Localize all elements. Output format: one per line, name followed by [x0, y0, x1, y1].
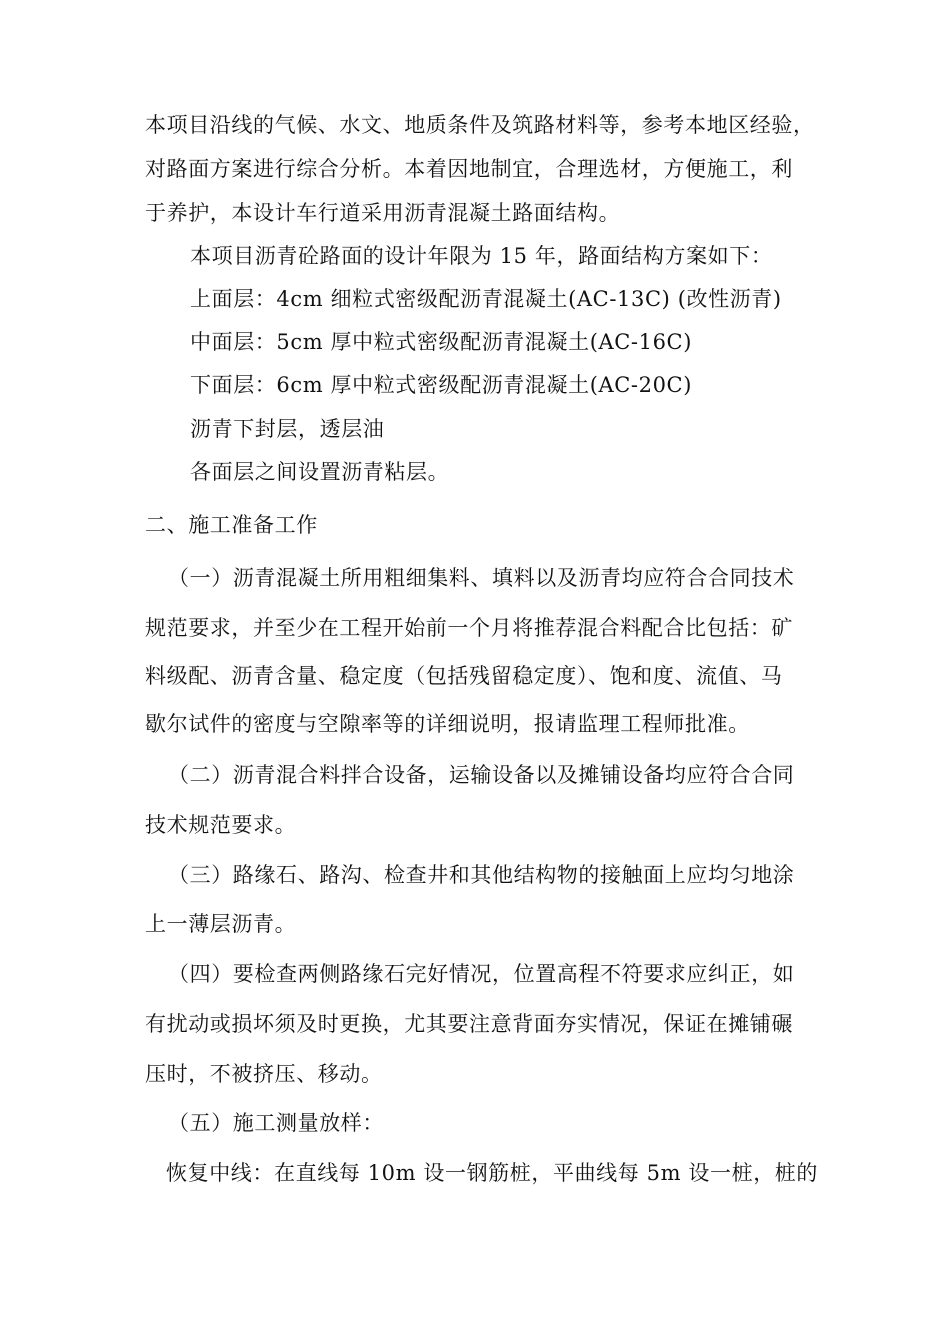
- paragraph-line: 中面层：5cm 厚中粒式密级配沥青混凝土(AC-16C): [190, 330, 693, 354]
- section-heading: 二、施工准备工作: [145, 513, 318, 537]
- paragraph-line: 本项目沥青砼路面的设计年限为 15 年，路面结构方案如下：: [190, 244, 773, 268]
- paragraph-line: 歇尔试件的密度与空隙率等的详细说明，报请监理工程师批准。: [145, 712, 750, 736]
- paragraph-line: 各面层之间设置沥青粘层。: [190, 460, 450, 484]
- paragraph-line: 于养护，本设计车行道采用沥青混凝土路面结构。: [145, 201, 621, 225]
- paragraph-line: （一）沥青混凝土所用粗细集料、填料以及沥青均应符合合同技术: [168, 566, 795, 590]
- paragraph-line: 规范要求，并至少在工程开始前一个月将推荐混合料配合比包括：矿: [145, 616, 793, 640]
- paragraph-line: 恢复中线：在直线每 10m 设一钢筋桩，平曲线每 5m 设一桩，桩的: [166, 1161, 819, 1185]
- paragraph-line: 沥青下封层，透层油: [190, 417, 385, 441]
- paragraph-line: （四）要检查两侧路缘石完好情况，位置高程不符要求应纠正，如: [168, 962, 795, 986]
- paragraph-line: （三）路缘石、路沟、检查井和其他结构物的接触面上应均匀地涂: [168, 863, 795, 887]
- paragraph-line: 技术规范要求。: [145, 813, 297, 837]
- paragraph-line: （五）施工测量放样：: [168, 1111, 384, 1135]
- paragraph-line: 上一薄层沥青。: [145, 912, 297, 936]
- paragraph-line: 本项目沿线的气候、水文、地质条件及筑路材料等，参考本地区经验，: [145, 113, 815, 137]
- paragraph-line: 压时，不被挤压、移动。: [145, 1062, 383, 1086]
- paragraph-line: （二）沥青混合料拌合设备，运输设备以及摊铺设备均应符合合同: [168, 763, 795, 787]
- paragraph-line: 有扰动或损坏须及时更换，尤其要注意背面夯实情况，保证在摊铺碾: [145, 1012, 793, 1036]
- paragraph-line: 对路面方案进行综合分析。本着因地制宜，合理选材，方便施工，利: [145, 157, 793, 181]
- paragraph-line: 料级配、沥青含量、稳定度（包括残留稳定度）、饱和度、流值、马: [145, 664, 783, 688]
- paragraph-line: 上面层：4cm 细粒式密级配沥青混凝土(AC-13C) (改性沥青): [190, 287, 782, 311]
- paragraph-line: 下面层：6cm 厚中粒式密级配沥青混凝土(AC-20C): [190, 373, 693, 397]
